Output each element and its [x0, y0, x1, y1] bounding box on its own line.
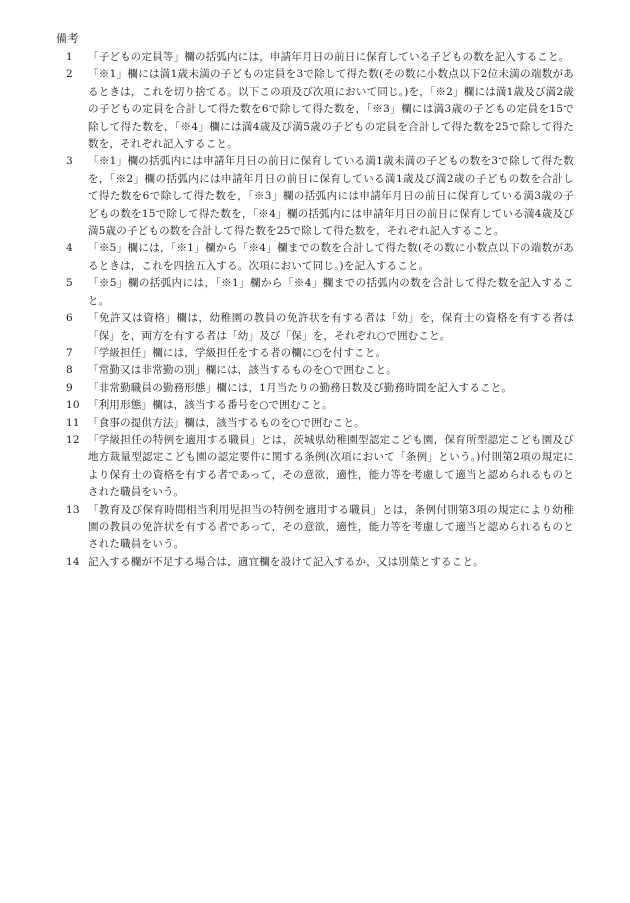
remark-item — [66, 153, 574, 240]
remark-item — [66, 275, 574, 310]
remark-item — [66, 432, 574, 502]
remark-text: 「※5」欄には，「※1」欄から「※4」欄までの数を合計して得た数(その数に小数点以下の端数があるときは，これを四捨五入する。次項において同じ。)を記入すること。 — [88, 242, 574, 272]
remark-item — [66, 66, 574, 153]
remark-number: 9 — [66, 381, 73, 394]
remark-text: 「利用形態」欄は，該当する番号を○で囲むこと。 — [88, 399, 333, 412]
remark-text: 記入する欄が不足する場合は，適宜欄を設けて記入するか，又は別葉とすること。 — [88, 555, 484, 568]
remark-number: 5 — [66, 277, 73, 290]
remark-number: 1 — [66, 51, 73, 63]
remark-text: 「学級担任」欄には，学級担任をする者の欄に○を付すこと。 — [88, 346, 387, 359]
remark-number: 3 — [66, 155, 73, 168]
remark-item — [66, 380, 574, 397]
remark-item — [66, 49, 574, 66]
remark-number: 10 — [66, 399, 80, 412]
remark-text: 「学級担任の特例を適用する職員」とは，茨城県幼稚園型認定こども園，保育所型認定こども園及び地方裁量型認定こども園の認定要件に関する条例(次項において「条例」という。)付則第2項の規定により保育士の資格を有する者であって，その意欲，適性，能力等を考慮して適当と認められるものとされた職員をいう。 — [88, 433, 574, 499]
remarks-heading: 備考 — [56, 32, 79, 45]
remark-item — [66, 397, 574, 414]
remark-item — [66, 310, 574, 345]
remarks-list — [66, 49, 574, 571]
remark-text: 「非常勤職員の勤務形態」欄には，1月当たりの勤務日数及び勤務時間を記入すること。 — [88, 381, 513, 394]
remark-text: 「※1」欄の括弧内には申請年月日の前日に保育している満1歳未満の子どもの数を3で除して得た数を，「※2」欄の括弧内には申請年月日の前日に保育している満1歳及び満2歳の子どもの数を合計して得た数を6で除して得た数を，「※3」欄の括弧内には申請年月日の前日に保育している満3歳の子どもの数を15で除して得た数を，「※4」欄の括弧内には申請年月日の前日に保育している満4歳及び満5歳の子どもの数を合計して得た数を25で除して得た数を，それぞれ記入すること。 — [88, 155, 574, 238]
remark-number: 13 — [66, 503, 80, 516]
remark-item — [66, 502, 574, 554]
remark-number: 2 — [66, 68, 73, 81]
remark-text: 「教育及び保育時間相当利用児担当の特例を適用する職員」とは，条例付則第3項の規定により幼稚園の教員の免許状を有する者であって，その意欲，適性，能力等を考慮して適当と認められるものとされた職員をいう。 — [88, 503, 574, 551]
remark-number: 12 — [66, 433, 80, 446]
remark-number: 6 — [66, 312, 73, 325]
remark-number: 11 — [66, 416, 80, 429]
remark-text: 「免許又は資格」欄は，幼稚園の教員の免許状を有する者は「幼」を，保育士の資格を有する者は「保」を，両方を有する者は「幼」及び「保」を，それぞれ○で囲むこと。 — [88, 312, 574, 342]
remark-item — [66, 554, 574, 571]
remark-item — [66, 240, 574, 275]
remark-text: 「子どもの定員等」欄の括弧内には，申請年月日の前日に保育している子どもの数を記入すること。 — [88, 51, 570, 63]
remark-number: 8 — [66, 364, 73, 377]
remark-text: 「常勤又は非常勤の別」欄には，該当するものを○で囲むこと。 — [88, 364, 397, 377]
remark-number: 14 — [66, 555, 80, 568]
remark-text: 「食事の提供方法」欄は，該当するものを○で囲むこと。 — [88, 416, 365, 429]
remark-text: 「※1」欄には満1歳未満の子どもの定員を3で除して得た数(その数に小数点以下2位未満の端数があるときは，これを切り捨てる。以下この項及び次項において同じ。)を，「※2」欄には満1歳及び満2歳の子どもの定員を合計して得た数を6で除して得た数を，「※3」欄には満3歳の子どもの定員を15で除して得た数を，「※4」欄には満4歳及び満5歳の子どもの定員を合計して得た数を25で除して得た数を，それぞれ記入すること。 — [88, 68, 574, 151]
remark-number: 4 — [66, 242, 73, 255]
remark-item — [66, 345, 574, 362]
remark-number: 7 — [66, 346, 73, 359]
remark-item — [66, 362, 574, 379]
remark-text: 「※5」欄の括弧内には，「※1」欄から「※4」欄までの括弧内の数を合計して得た数を記入すること。 — [88, 277, 574, 307]
remark-item — [66, 415, 574, 432]
